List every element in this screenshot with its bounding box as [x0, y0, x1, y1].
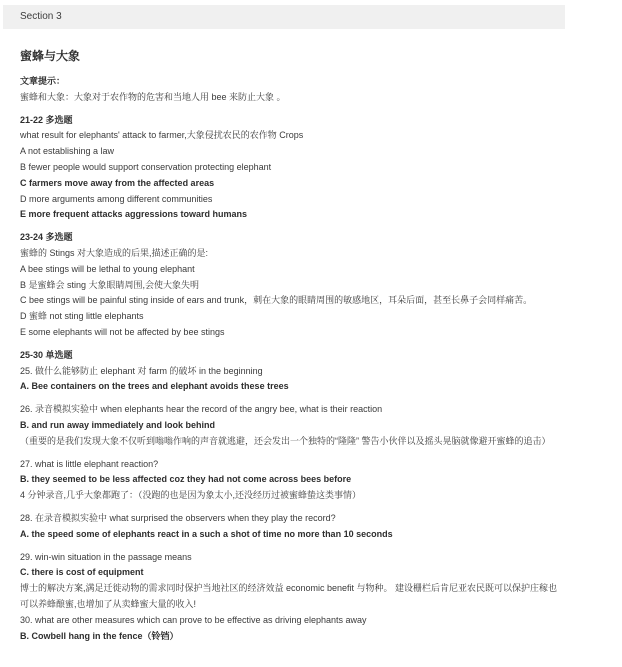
paragraph: 27. what is little elephant reaction? [20, 458, 159, 469]
paragraph: 28. 在录音模拟实验中 what surprised the observers when they play the record? [20, 512, 336, 523]
paragraph: E more frequent attacks aggressions toward humans [20, 209, 248, 220]
paragraph: E some elephants will not be affected by bee stings [20, 326, 225, 337]
paragraph: 26. 录音模拟实验中 when elephants hear the record of the angry bee, what is their reaction [20, 404, 383, 415]
paragraph: A not establishing a law [20, 146, 115, 157]
paragraph: 29. win-win situation in the passage means [20, 551, 192, 562]
section-header [3, 5, 565, 29]
paragraph: D more arguments among different communities [20, 193, 213, 204]
paragraph: 文章提示： [20, 76, 66, 86]
paragraph: what result for elephants' attack to farmer,大象侵扰农民的农作物 Crops [20, 130, 304, 141]
paragraph: A bee stings will be lethal to young elephant [20, 263, 195, 274]
paragraph: C. there is cost of equipment [20, 567, 144, 578]
paragraph: 21-22 多选题 [20, 114, 73, 125]
paragraph: B fewer people would support conservation protecting elephant [20, 161, 272, 172]
paragraph: 蜜蜂的 Stings 对大象造成的后果,描述正确的是: [20, 247, 209, 258]
paragraph: B. they seemed to be less affected coz they had not come across bees before [20, 474, 352, 485]
paragraph: D 蜜蜂 not sting little elephants [20, 311, 144, 322]
doc-title: 蜜蜂与大象 [20, 49, 81, 63]
paragraph: 25-30 单选题 [20, 349, 73, 360]
paragraph: B 是蜜蜂会 sting 大象眼睛周围,会使大象失明 [20, 279, 200, 290]
paragraph: B. and run away immediately and look behind [20, 419, 216, 430]
paragraph: 30. what are other measures which can prove to be effective as driving elephants away [20, 614, 367, 625]
paragraph: A. the speed some of elephants react in a such a shot of time no more than 10 seconds [20, 528, 393, 539]
paragraph: B. Cowbell hang in the fence（铃铛） [20, 630, 179, 641]
document-content [0, 48, 622, 644]
paragraph: 博士的解决方案,满足迁徙动物的需求同时保护当地社区的经济效益 economic benefit 与物种。 建设栅栏后肯尼亚农民既可以保护庄稼也可以养蜂酿蜜,也增加了从卖蜂蜜大量的收入! [20, 583, 558, 609]
paragraph: （重要的是我们发现大象不仅听到嗡嗡作响的声音就逃避，还会发出一个独特的“隆隆” 警告小伙伴以及摇头晃脑就像避开蜜蜂的追击） [20, 435, 551, 446]
document-body [20, 74, 565, 644]
paragraph: 4 分钟录音,几乎大象都跑了：（没跑的也是因为象太小,还没经历过被蜜蜂蛰这类事情） [20, 490, 362, 501]
paragraph: C bee stings will be painful sting inside of ears and trunk，刺在大象的眼睛周围的敏感地区，耳朵后面，甚至长鼻子会同样痛苦。 [20, 295, 533, 306]
paragraph: 25. 做什么能够防止 elephant 对 farm 的破坏 in the beginning [20, 365, 263, 376]
paragraph: C farmers move away from the affected areas [20, 177, 215, 188]
paragraph: 23-24 多选题 [20, 232, 73, 243]
paragraph: A. Bee containers on the trees and elephant avoids these trees [20, 381, 289, 392]
paragraph: 蜜蜂和大象：大象对于农作物的危害和当地人用 bee 来防止大象 。 [20, 91, 286, 102]
section-header-label: Section 3 [20, 11, 62, 22]
